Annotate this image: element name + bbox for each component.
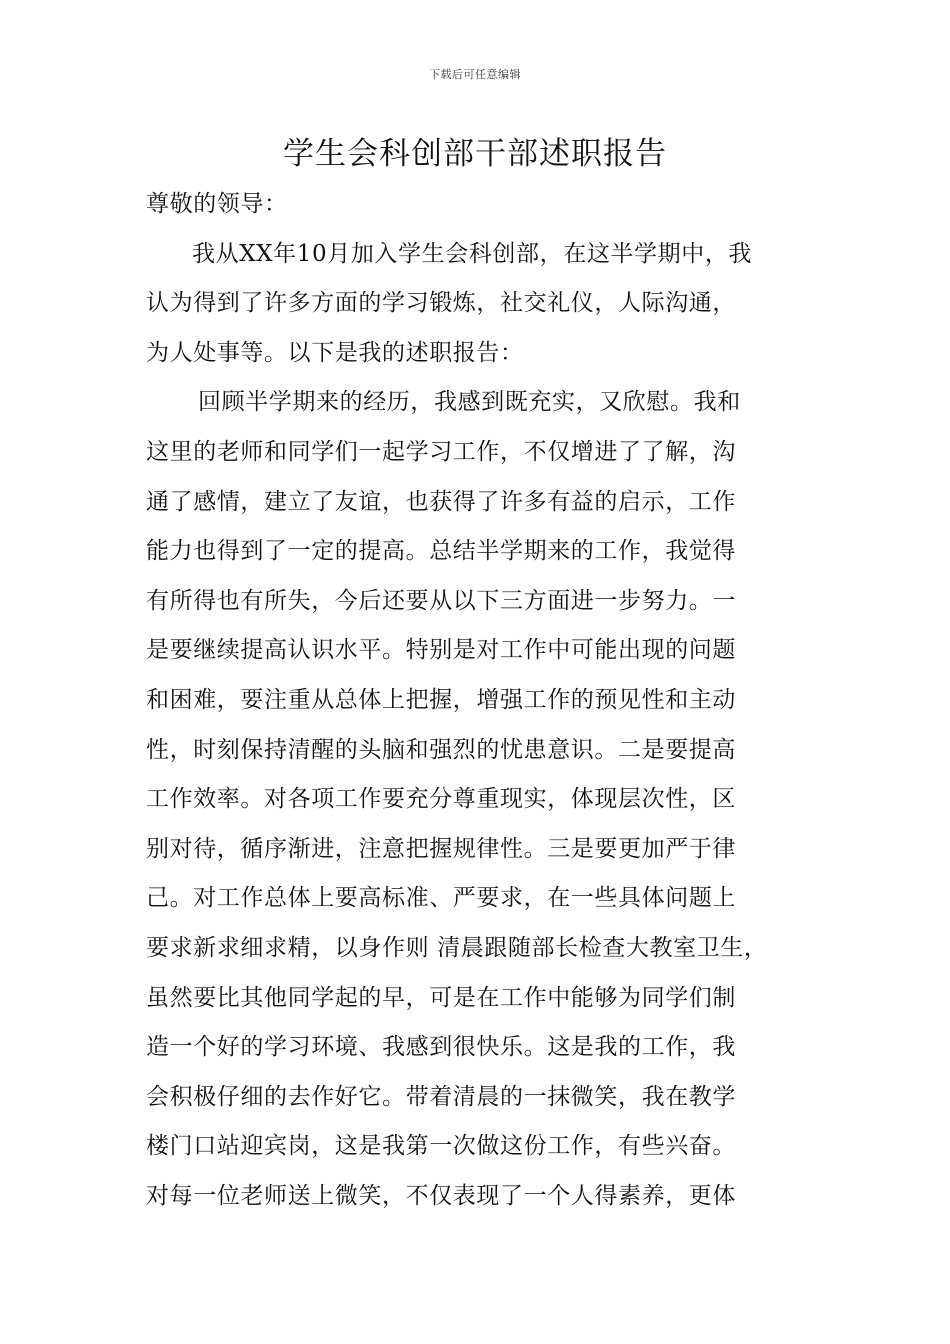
document-title: 学生会科创部干部述职报告 (283, 136, 667, 172)
paragraph-line: 要求新求细求精，以身作则 清晨跟随部长检查大教室卫生， (146, 934, 768, 961)
paragraph-line: 我从XX年10月加入学生会科创部，在这半学期中，我 (192, 240, 753, 267)
paragraph-line: 楼门口站迎宾岗，这是我第一次做这份工作，有些兴奋。 (146, 1133, 736, 1160)
paragraph-line: 认为得到了许多方面的学习锻炼，社交礼仪，人际沟通， (146, 290, 736, 317)
paragraph-line: 能力也得到了一定的提高。总结半学期来的工作，我觉得 (146, 538, 736, 565)
paragraph-line: 和困难，要注重从总体上把握，增强工作的预见性和主动 (146, 686, 736, 713)
header-note: 下载后可任意编辑 (429, 68, 521, 81)
salutation: 尊敬的领导： (146, 191, 288, 217)
paragraph-line: 回顾半学期来的经历，我感到既充实，又欣慰。我和 (198, 389, 741, 416)
paragraph-line: 是要继续提高认识水平。特别是对工作中可能出现的问题 (146, 637, 736, 664)
document-body (146, 180, 826, 1221)
paragraph-line: 会积极仔细的去作好它。带着清晨的一抹微笑，我在教学 (146, 1083, 736, 1110)
paragraph-line: 性，时刻保持清醒的头脑和强烈的忧患意识。二是要提高 (146, 736, 736, 763)
paragraph-line: 己。对工作总体上要高标准、严要求，在一些具体问题上 (146, 885, 736, 912)
paragraph-line: 有所得也有所失，今后还要从以下三方面进一步努力。一 (146, 587, 736, 614)
paragraph-line: 工作效率。对各项工作要充分尊重现实，体现层次性，区 (146, 786, 736, 813)
paragraph-line: 造一个好的学习环境、我感到很快乐。这是我的工作，我 (146, 1034, 736, 1061)
paragraph-line: 虽然要比其他同学起的早，可是在工作中能够为同学们制 (146, 984, 736, 1011)
paragraph-line: 对每一位老师送上微笑，不仅表现了一个人得素养，更体 (146, 1182, 736, 1209)
paragraph-line: 为人处事等。以下是我的述职报告： (146, 339, 524, 366)
paragraph-line: 这里的老师和同学们一起学习工作，不仅增进了了解，沟 (146, 438, 736, 465)
paragraph-line: 别对待，循序渐进，注意把握规律性。三是要更加严于律 (146, 835, 736, 862)
paragraph-line: 通了感情，建立了友谊，也获得了许多有益的启示，工作 (146, 488, 736, 515)
